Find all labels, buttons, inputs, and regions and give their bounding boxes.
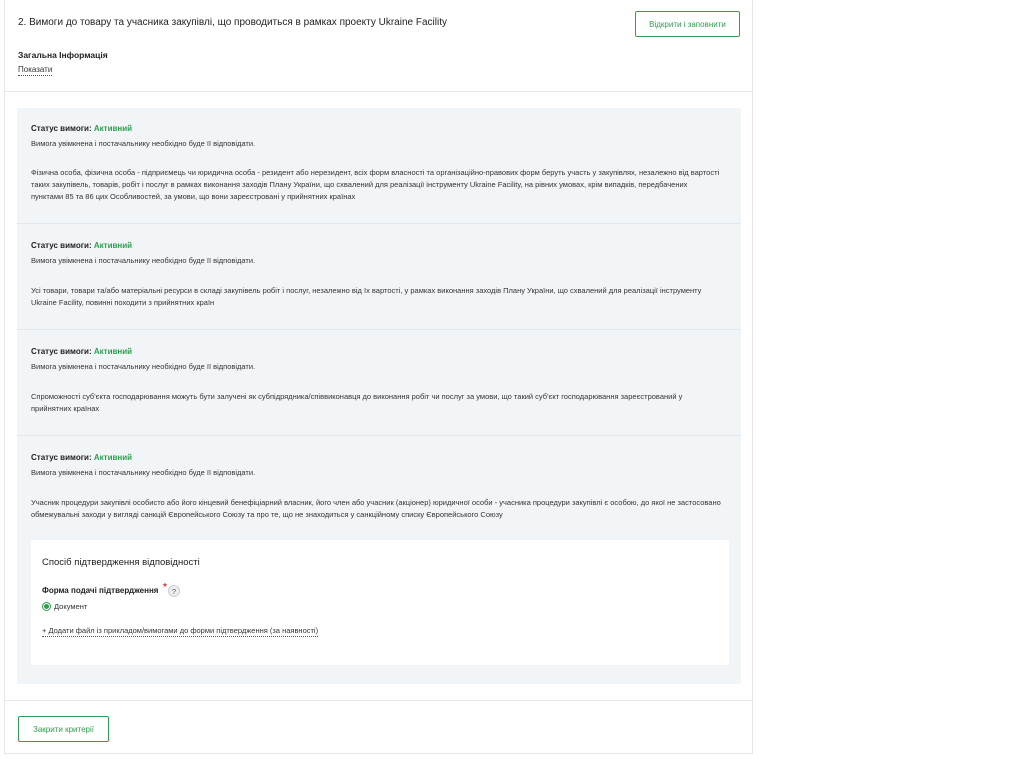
document-radio-option[interactable] [42,602,87,611]
radio-checked-icon[interactable] [42,602,51,611]
status-value: Активний [93,124,133,133]
status-value: Активний [93,347,133,356]
requirement-note: Вимога увімкнена і постачальнику необхідно буде її відповідати. [31,139,256,148]
status-label: Статус вимоги: [31,347,92,356]
criteria-card [4,0,753,754]
requirement-separator [17,329,741,330]
requirements-panel [17,108,741,684]
criteria-title: 2. Вимоги до товару та учасника закупівлі, що проводиться в рамках проекту Ukraine Facility [18,17,447,28]
status-label: Статус вимоги: [31,241,92,250]
requirement-separator [17,223,741,224]
submission-form-label [42,582,167,595]
submission-form-label-text: Форма подачі підтвердження [42,586,159,595]
status-value: Активний [93,453,133,462]
requirement-status [31,124,132,133]
status-label: Статус вимоги: [31,124,92,133]
requirement-status [31,453,132,462]
requirement-note: Вимога увімкнена і постачальнику необхідно буде її відповідати. [31,362,256,371]
show-general-info-link[interactable]: Показати [18,65,53,74]
confirmation-method-title: Спосіб підтвердження відповідності [42,557,200,568]
requirement-description: Учасник процедури закупівлі особисто або його кінцевий бенефіціарний власник, його член або учасник (акціонер) юридичної особи - учасника процедури закупівлі є особою, до якої не застосовано обмежувальні заходи у вигляді санкцій Європейського Союзу та про те, що не знаходиться у санкційному списку Європейського Союзу [31,498,721,519]
status-label: Статус вимоги: [31,453,92,462]
confirmation-method-box [31,540,729,665]
required-marker: * [163,582,167,593]
requirement-description: Фізична особа, фізична особа - підприємець чи юридична особа - резидент або нерезидент, всіх форм власності та організаційно-правових форм беруть участь у закупівлях, незалежно від вартості таких закупівель, товарів, робіт і послуг в рамках виконання заходів Плану України, що схвалений для реалізації інструменту Ukraine Facility, на рівних умовах, крім випадків, передбачених пунктами 85 та 86 цих Особливостей, за умови, що вони зареєстровані у прийнятних країнах [31,168,720,201]
help-icon[interactable]: ? [168,585,180,597]
open-and-fill-button[interactable]: Відкрити і заповнити [635,11,740,37]
add-example-file-link[interactable]: + Додати файл із прикладом/вимогами до форми підтвердження (за наявності) [42,626,319,635]
requirement-note: Вимога увімкнена і постачальнику необхідно буде її відповідати. [31,256,256,265]
requirement-note: Вимога увімкнена і постачальнику необхідно буде її відповідати. [31,468,256,477]
status-value: Активний [93,241,133,250]
divider [5,91,752,92]
requirement-status [31,241,132,250]
close-criteria-button[interactable]: Закрити критерії [18,716,109,742]
general-info-title: Загальна Інформація [18,50,108,60]
requirement-separator [17,435,741,436]
requirement-description: Усі товари, товари та/або матеріальні ресурси в складі закупівель робіт і послуг, незалежно від їх вартості, у рамках виконання заходів Плану України, що схвалений для реалізації інструменту Ukraine Facility, повинні походити з прийнятних країн [31,286,702,307]
requirement-status [31,347,132,356]
requirement-description: Спроможності суб'єкта господарювання можуть бути залучені як субпідрядника/співвиконавця до виконання робіт чи послуг за умови, що такий суб'єкт господарювання зареєстрований у прийнятних країнах [31,392,683,413]
document-option-label: Документ [54,602,88,611]
divider [5,700,752,701]
